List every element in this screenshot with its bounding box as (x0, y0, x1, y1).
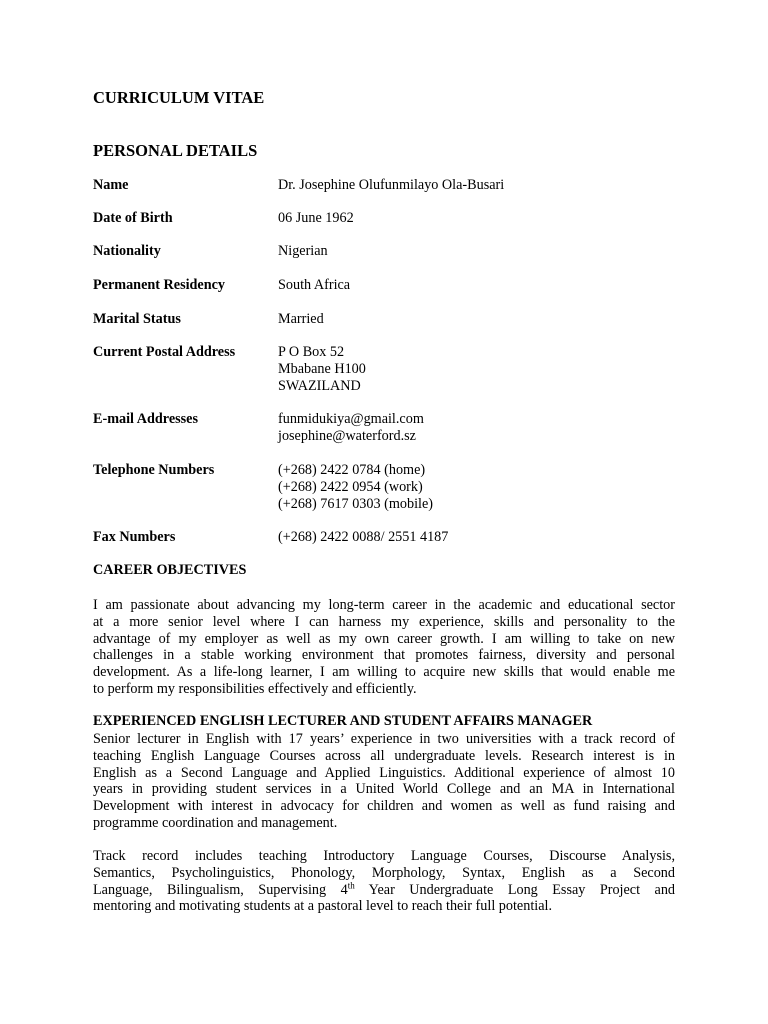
value-line: 06 June 1962 (278, 210, 354, 226)
paragraph-line: at a more senior level where I can harness my experience, skills and personality to the (93, 613, 675, 630)
paragraph-line: I am passionate about advancing my long-term career in the academic and educational sector (93, 597, 675, 613)
value-line: South Africa (278, 277, 351, 293)
career-objectives-heading: CAREER OBJECTIVES (93, 562, 247, 578)
paragraph-line: Senior lecturer in English with 17 years’ experience in two universities with a track record of (93, 731, 675, 747)
value-postal-address (278, 344, 366, 394)
value-line: Married (278, 311, 324, 327)
paragraph-line: Track record includes teaching Introductory Language Courses, Discourse Analysis, (93, 848, 675, 864)
label-name: Name (93, 177, 129, 193)
paragraph-line: Development with interest in advocacy for children and women as well as fund raising and (93, 798, 675, 815)
label-telephone-numbers: Telephone Numbers (93, 462, 215, 478)
paragraph-line: challenges in a stable working environment that promotes fairness, diversity and personal (93, 647, 675, 664)
label-date-of-birth: Date of Birth (93, 210, 173, 226)
label-marital-status: Marital Status (93, 311, 181, 327)
document-title: CURRICULUM VITAE (93, 88, 265, 107)
paragraph-line: years in providing student services in a United World College and an MA in International (93, 781, 675, 798)
value-line: P O Box 52 (278, 344, 345, 360)
career-objectives-paragraph (93, 597, 675, 698)
paragraph-line: English as a Second Language and Applied Linguistics. Additional experience of almost 10 (93, 764, 675, 781)
value-telephone-numbers (278, 462, 433, 512)
paragraph-line: development. As a life-long learner, I am willing to acquire new skills that would enable me (93, 664, 675, 681)
paragraph-line: programme coordination and management. (93, 814, 338, 831)
value-line: Mbabane H100 (278, 360, 366, 377)
paragraph-line: mentoring and motivating students at a pastoral level to reach their full potential. (93, 898, 552, 915)
value-line: (+268) 2422 0088/ 2551 4187 (278, 529, 449, 545)
value-line: funmidukiya@gmail.com (278, 411, 424, 427)
paragraph-line: teaching English Language Courses across all undergraduate levels. Research interest is in (93, 747, 675, 764)
value-line: (+268) 2422 0784 (home) (278, 462, 426, 478)
label-fax-numbers: Fax Numbers (93, 529, 176, 545)
label-permanent-residency: Permanent Residency (93, 277, 225, 293)
track-record-paragraph (93, 848, 675, 915)
value-line: SWAZILAND (278, 377, 361, 394)
value-fax-numbers (278, 529, 448, 546)
ordinal-suffix: th (347, 879, 355, 890)
experience-paragraph (93, 731, 675, 832)
value-date-of-birth (278, 210, 354, 227)
label-postal-address: Current Postal Address (93, 344, 236, 360)
value-line: Nigerian (278, 243, 328, 259)
line-segment: Year Undergraduate Long Essay Project and (354, 881, 676, 898)
value-permanent-residency (278, 277, 350, 294)
value-line: (+268) 7617 0303 (mobile) (278, 495, 433, 512)
paragraph-line: advantage of my employer as well as my own career growth. I am willing to take on new (93, 630, 675, 647)
value-line: josephine@waterford.sz (278, 427, 416, 444)
paragraph-line: Semantics, Psycholinguistics, Phonology, Morphology, Syntax, English as a Second (93, 864, 675, 881)
paragraph-line: to perform my responsibilities effectively and efficiently. (93, 680, 417, 697)
label-email-addresses: E-mail Addresses (93, 411, 198, 427)
value-line: Dr. Josephine Olufunmilayo Ola-Busari (278, 177, 505, 193)
label-nationality: Nationality (93, 243, 161, 259)
value-name (278, 177, 504, 194)
value-email-addresses (278, 411, 424, 445)
experience-heading: EXPERIENCED ENGLISH LECTURER AND STUDENT AFFAIRS MANAGER (93, 713, 593, 729)
value-line: (+268) 2422 0954 (work) (278, 478, 423, 495)
paragraph-line (93, 879, 676, 899)
personal-details-heading: PERSONAL DETAILS (93, 141, 258, 160)
value-marital-status (278, 311, 324, 328)
value-nationality (278, 243, 328, 260)
line-segment: Language, Bilingualism, Supervising 4 (93, 881, 348, 898)
